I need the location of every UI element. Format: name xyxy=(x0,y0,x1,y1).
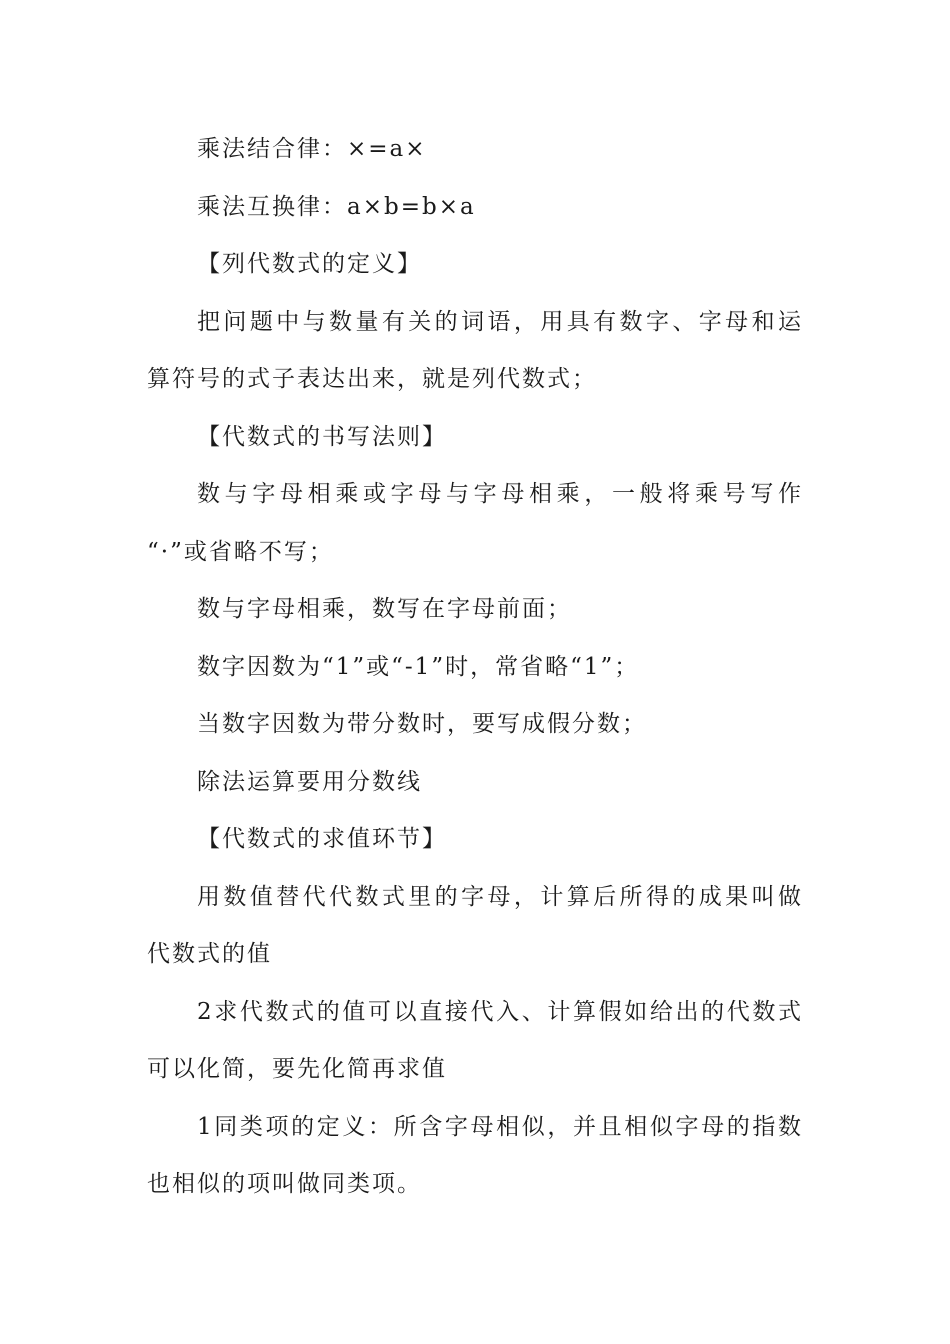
section-heading: 【代数式的书写法则】 xyxy=(197,423,447,450)
text-line: 数与字母相乘，数写在字母前面； xyxy=(197,596,572,622)
text-line: “·”或省略不写； xyxy=(147,538,334,565)
text-line: 当数字因数为带分数时，要写成假分数； xyxy=(197,711,647,737)
text-line: 用数值替代代数式里的字母，计算后所得的成果叫做 xyxy=(197,883,803,910)
text-line: 2求代数式的值可以直接代入、计算假如给出的代数式 xyxy=(197,998,803,1025)
text-line: 代数式的值 xyxy=(147,941,272,967)
text-line: 乘法互换律：a×b=b×a xyxy=(197,193,476,220)
text-line: 乘法结合律：×=a× xyxy=(197,136,427,162)
text-line: 数与字母相乘或字母与字母相乘，一般将乘号写作 xyxy=(197,481,803,507)
section-heading: 【代数式的求值环节】 xyxy=(197,826,447,852)
text-line: 把问题中与数量有关的词语，用具有数字、字母和运 xyxy=(197,308,803,335)
text-line: 算符号的式子表达出来，就是列代数式； xyxy=(147,366,597,392)
text-line: 除法运算要用分数线 xyxy=(197,768,422,795)
text-line: 可以化简，要先化简再求值 xyxy=(147,1056,447,1082)
text-line: 也相似的项叫做同类项。 xyxy=(147,1171,422,1197)
section-heading: 【列代数式的定义】 xyxy=(197,251,422,277)
document-body xyxy=(147,127,807,1220)
text-line: 数字因数为“1”或“-1”时，常省略“1”； xyxy=(197,653,640,680)
text-line: 1同类项的定义：所含字母相似，并且相似字母的指数 xyxy=(197,1113,803,1140)
